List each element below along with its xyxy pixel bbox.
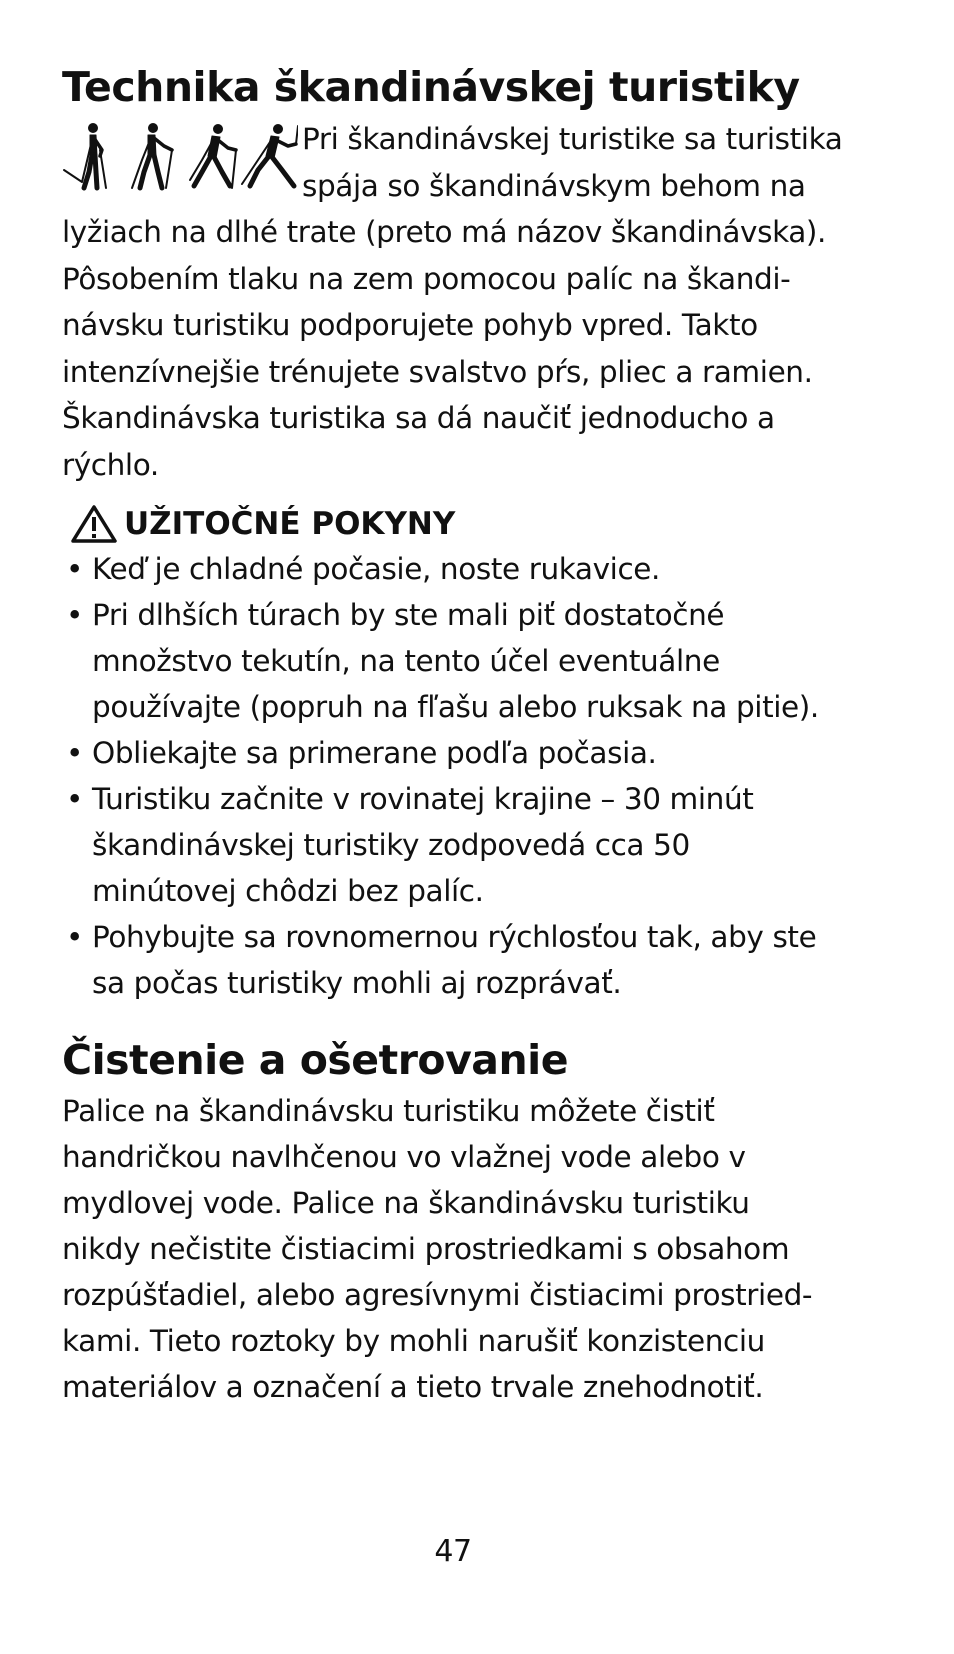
- list-item-text: používajte (popruh na fľašu alebo ruksak na pitie).: [92, 690, 819, 724]
- cleaning-line: handričkou navlhčenou vo vlažnej vode alebo v: [62, 1140, 746, 1174]
- cleaning-line: rozpúšťadiel, alebo agresívnymi čistiacimi prostried-: [62, 1278, 813, 1312]
- manual-page: [62, 58, 914, 1410]
- intro-paragraph: [62, 116, 914, 488]
- list-item-text: Pohybujte sa rovnomernou rýchlosťou tak, aby ste: [92, 920, 817, 954]
- list-item-text: Obliekajte sa primerane podľa počasia.: [92, 736, 657, 770]
- intro-line: Škandinávska turistika sa dá naučiť jednoducho a: [62, 401, 775, 435]
- intro-line: intenzívnejšie trénujete svalstvo pŕs, pliec a ramien.: [62, 354, 813, 389]
- intro-line: lyžiach na dlhé trate (preto má názov škandinávska).: [62, 215, 827, 249]
- intro-line: Pôsobením tlaku na zem pomocou palíc na škandi-: [62, 261, 791, 296]
- intro-line: Pri škandinávskej turistike sa turistika: [302, 122, 843, 156]
- list-item: [62, 592, 914, 730]
- useful-tips-heading: [62, 502, 914, 546]
- intro-line: návsku turistiku podporujete pohyb vpred. Takto: [62, 308, 758, 342]
- intro-line: rýchlo.: [62, 447, 159, 482]
- list-item: [62, 776, 914, 914]
- list-item: [62, 914, 914, 1006]
- page-number: 47: [434, 1534, 472, 1569]
- bullet: •: [66, 552, 84, 586]
- bullet: •: [66, 782, 84, 816]
- section-title-cleaning-and-care: Čistenie a ošetrovanie: [62, 1036, 569, 1084]
- cleaning-line: nikdy nečistite čistiacimi prostriedkami s obsahom: [62, 1232, 790, 1266]
- list-item-text: škandinávskej turistiky zodpovedá cca 50: [92, 828, 690, 862]
- list-item-text: Keď je chladné počasie, noste rukavice.: [92, 552, 661, 586]
- bullet: •: [66, 598, 84, 632]
- list-item-text: minútovej chôdzi bez palíc.: [92, 874, 484, 908]
- list-item-text: Turistiku začnite v rovinatej krajine – 30 minút: [92, 782, 754, 816]
- useful-tips-list: [62, 546, 914, 1006]
- nordic-walking-figures-icon: [62, 120, 298, 192]
- intro-line: spája so škandinávskym behom na: [302, 168, 806, 203]
- list-item-text: množstvo tekutín, na tento účel eventuálne: [92, 644, 720, 678]
- section-title-nordic-walking-technique: Technika škandinávskej turistiky: [62, 63, 800, 111]
- warning-triangle-icon: [70, 504, 118, 544]
- cleaning-line: Palice na škandinávsku turistiku môžete čistiť: [62, 1094, 715, 1128]
- list-item: [62, 730, 914, 776]
- list-item: [62, 546, 914, 592]
- cleaning-paragraph: [62, 1088, 914, 1410]
- cleaning-line: mydlovej vode. Palice na škandinávsku turistiku: [62, 1186, 750, 1220]
- list-item-text: Pri dlhších túrach by ste mali piť dostatočné: [92, 598, 725, 632]
- cleaning-line: kami. Tieto roztoky by mohli narušiť konzistenciu: [62, 1324, 765, 1358]
- useful-tips-title: UŽITOČNÉ POKYNY: [124, 506, 456, 542]
- list-item-text: sa počas turistiky mohli aj rozprávať.: [92, 966, 622, 1000]
- bullet: •: [66, 920, 84, 954]
- bullet: •: [66, 736, 84, 770]
- cleaning-line: materiálov a označení a tieto trvale znehodnotiť.: [62, 1370, 764, 1404]
